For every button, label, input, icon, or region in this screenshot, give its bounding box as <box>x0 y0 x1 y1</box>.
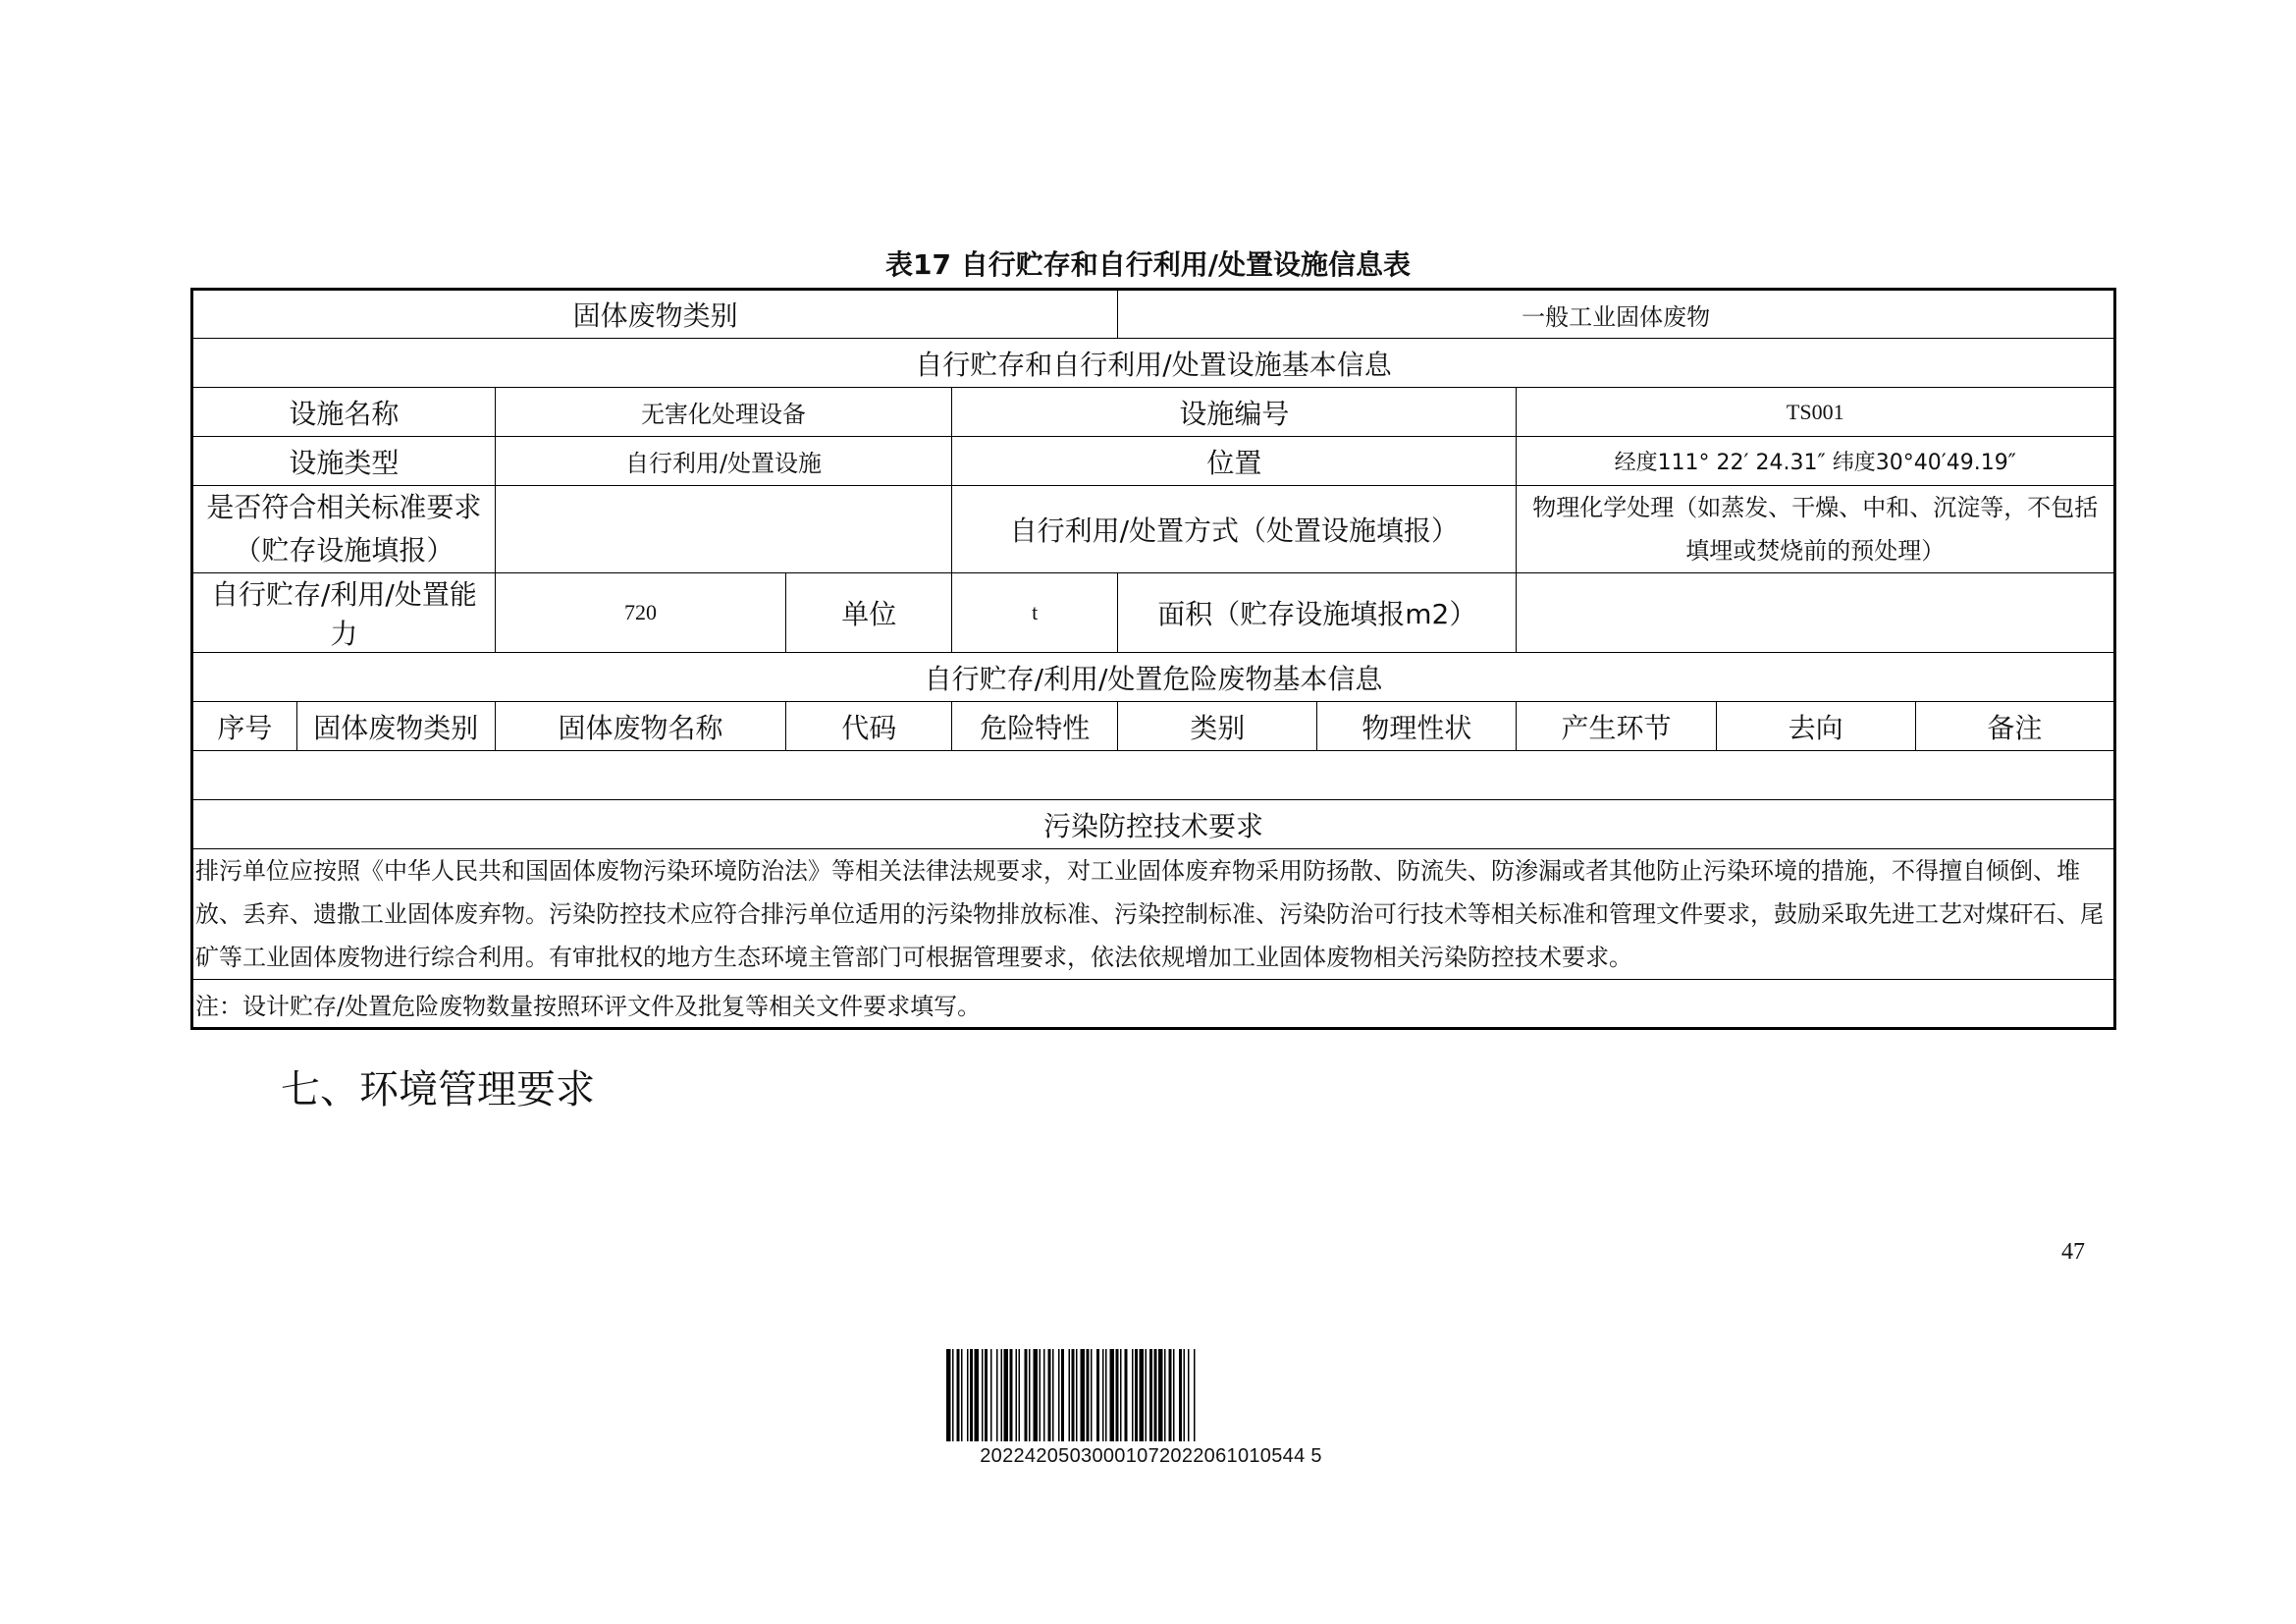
barcode-graphic <box>942 1349 1360 1441</box>
area-label: 面积（贮存设施填报m2） <box>1118 573 1517 653</box>
area-value <box>1517 573 2115 653</box>
standard-value <box>495 486 951 573</box>
column-header: 类别 <box>1118 702 1317 751</box>
capacity-value: 720 <box>495 573 785 653</box>
facility-type-value: 自行利用/处置设施 <box>495 437 951 486</box>
barcode-number: 20224205030001072022061010544 5 <box>980 1445 1322 1467</box>
column-header: 序号 <box>192 702 297 751</box>
column-header: 去向 <box>1716 702 1915 751</box>
column-header: 固体废物类别 <box>296 702 495 751</box>
pollution-title: 污染防控技术要求 <box>192 800 2115 849</box>
column-header: 固体废物名称 <box>495 702 785 751</box>
category-value: 一般工业固体废物 <box>1118 290 2115 339</box>
pollution-text: 排污单位应按照《中华人民共和国固体废物污染环境防治法》等相关法律法规要求，对工业固体废弃物采用防扬散、防流失、防渗漏或者其他防止污染环境的措施，不得擅自倾倒、堆放、丢弃、遗撒工业固体废弃物。污染防控技术应符合排污单位适用的污染物排放标准、污染控制标准、污染防治可行技术等相关标准和管理文件要求，鼓励采取先进工艺对煤矸石、尾矿等工业固体废物进行综合利用。有审批权的地方生态环境主管部门可根据管理要求，依法依规增加工业固体废物相关污染防控技术要求。 <box>192 849 2115 980</box>
page-number: 47 <box>2061 1239 2085 1265</box>
column-header: 危险特性 <box>952 702 1118 751</box>
table-note: 注：设计贮存/处置危险废物数量按照环评文件及批复等相关文件要求填写。 <box>192 980 2115 1029</box>
capacity-label: 自行贮存/利用/处置能力 <box>192 573 496 653</box>
hazardous-title: 自行贮存/利用/处置危险废物基本信息 <box>192 653 2115 702</box>
facility-info-table <box>190 288 2116 1030</box>
location-value: 经度111° 22′ 24.31″ 纬度30°40′49.19″ <box>1517 437 2115 486</box>
method-value: 物理化学处理（如蒸发、干燥、中和、沉淀等，不包括填埋或焚烧前的预处理） <box>1517 486 2115 573</box>
column-header: 物理性状 <box>1317 702 1517 751</box>
method-label: 自行利用/处置方式（处置设施填报） <box>952 486 1517 573</box>
facility-name-label: 设施名称 <box>192 388 496 437</box>
unit-label: 单位 <box>786 573 952 653</box>
table-caption: 表17 自行贮存和自行利用/处置设施信息表 <box>885 248 1411 281</box>
category-label: 固体废物类别 <box>192 290 1118 339</box>
facility-name-value: 无害化处理设备 <box>495 388 951 437</box>
column-header: 产生环节 <box>1517 702 1716 751</box>
facility-id-label: 设施编号 <box>952 388 1517 437</box>
standard-label: 是否符合相关标准要求（贮存设施填报） <box>192 486 496 573</box>
section-heading: 七、环境管理要求 <box>281 1067 595 1112</box>
facility-id-value: TS001 <box>1517 388 2115 437</box>
barcode <box>942 1349 1360 1468</box>
column-header: 代码 <box>786 702 952 751</box>
unit-value: t <box>952 573 1118 653</box>
column-header: 备注 <box>1915 702 2114 751</box>
empty-data-row <box>192 751 2115 800</box>
facility-type-label: 设施类型 <box>192 437 496 486</box>
basic-info-title: 自行贮存和自行利用/处置设施基本信息 <box>192 339 2115 388</box>
location-label: 位置 <box>952 437 1517 486</box>
